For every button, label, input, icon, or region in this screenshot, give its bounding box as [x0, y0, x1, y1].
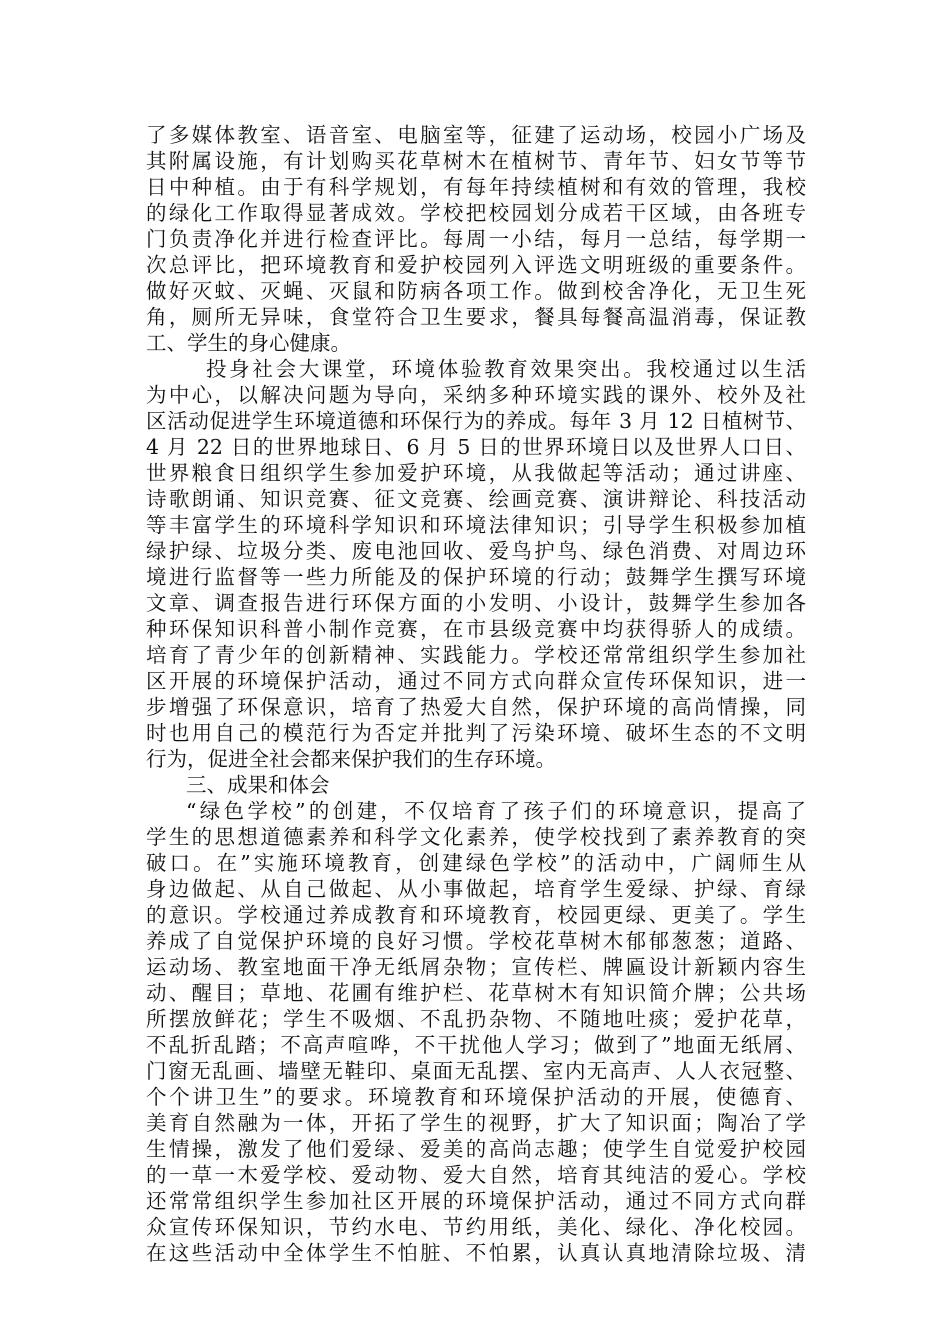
text-line: 破口。在”实施环境教育，创建绿色学校”的活动中，广阔师生从 — [146, 851, 806, 875]
text-line: 做好灭蚊、灭蝇、灭鼠和防病各项工作。做到校舍净化，无卫生死 — [146, 279, 806, 303]
text-line: 培育了青少年的创新精神、实践能力。学校还常常组织学生参加社 — [146, 643, 806, 667]
text-line: 学生的思想道德素养和科学文化素养，使学校找到了素养教育的突 — [146, 825, 806, 849]
text-line: 运动场、教室地面干净无纸屑杂物；宣传栏、牌匾设计新颖内容生 — [146, 955, 806, 979]
text-line: 绿护绿、垃圾分类、废电池回收、爱鸟护鸟、绿色消费、对周边环 — [146, 539, 806, 563]
document-body — [146, 122, 806, 1266]
text-line: 不乱折乱踏；不高声喧哗，不干扰他人学习；做到了”地面无纸屑、 — [146, 1033, 806, 1057]
text-line: 所摆放鲜花；学生不吸烟、不乱扔杂物、不随地吐痰；爱护花草， — [146, 1007, 806, 1031]
text-line: 境进行监督等一些力所能及的保护环境的行动；鼓舞学生撰写环境 — [146, 565, 806, 589]
text-line: 工、学生的身心健康。 — [146, 331, 351, 355]
text-line: 次总评比，把环境教育和爱护校园列入评选文明班级的重要条件。 — [146, 253, 806, 277]
text-line: 日中种植。由于有科学规划，有每年持续植树和有效的管理，我校 — [146, 175, 806, 199]
text-line: 文章、调查报告进行环保方面的小发明、小设计，鼓舞学生参加各 — [146, 591, 806, 615]
text-line: 等丰富学生的环境科学知识和环境法律知识；引导学生积极参加植 — [146, 513, 806, 537]
text-line: 种环保知识科普小制作竞赛，在市县级竞赛中均获得骄人的成绩。 — [146, 617, 806, 641]
text-line: 行为，促进全社会都来保护我们的生存环境。 — [146, 747, 556, 771]
text-line: 诗歌朗诵、知识竞赛、征文竞赛、绘画竞赛、演讲辩论、科技活动 — [146, 487, 806, 511]
text-line: 角，厕所无异味，食堂符合卫生要求，餐具每餐高温消毒，保证教 — [146, 305, 806, 329]
text-line: 其附属设施，有计划购买花草树木在植树节、青年节、妇女节等节 — [146, 149, 806, 173]
text-line: 生情操，激发了他们爱绿、爱美的高尚志趣；使学生自觉爱护校园 — [146, 1137, 806, 1161]
text-line: 投身社会大课堂，环境体验教育效果突出。我校通过以生活 — [206, 357, 806, 381]
text-line: 区开展的环境保护活动，通过不同方式向群众宣传环保知识，进一 — [146, 669, 806, 693]
text-line: 个个讲卫生”的要求。环境教育和环境保护活动的开展，使德育、 — [146, 1085, 806, 1109]
text-line: 众宣传环保知识，节约水电、节约用纸，美化、绿化、净化校园。 — [146, 1215, 806, 1239]
section-heading: 三、成果和体会 — [186, 773, 330, 797]
text-line: 世界粮食日组织学生参加爱护环境，从我做起等活动；通过讲座、 — [146, 461, 806, 485]
text-line: 了多媒体教室、语音室、电脑室等，征建了运动场，校园小广场及 — [146, 123, 806, 147]
text-line: 为中心，以解决问题为导向，采纳多种环境实践的课外、校外及社 — [146, 383, 806, 407]
text-line: 门负责净化并进行检查评比。每周一小结，每月一总结，每学期一 — [146, 227, 806, 251]
text-line: 时也用自己的模范行为否定并批判了污染环境、破坏生态的不文明 — [146, 721, 806, 745]
text-line: 的一草一木爱学校、爱动物、爱大自然，培育其纯洁的爱心。学校 — [146, 1163, 806, 1187]
paragraph-1 — [146, 122, 806, 356]
text-line: 在这些活动中全体学生不怕脏、不怕累，认真认真地清除垃圾、清 — [146, 1241, 806, 1265]
text-line: 4 月 22 日的世界地球日、6 月 5 日的世界环境日以及世界人口日、 — [146, 435, 806, 459]
paragraph-2 — [146, 356, 806, 772]
text-line: “绿色学校”的创建，不仅培育了孩子们的环境意识，提高了 — [186, 799, 806, 823]
text-line: 门窗无乱画、墙壁无鞋印、桌面无乱摆、室内无高声、人人衣冠整、 — [146, 1059, 806, 1083]
text-line: 养成了自觉保护环境的良好习惯。学校花草树木郁郁葱葱；道路、 — [146, 929, 806, 953]
text-line: 美育自然融为一体，开拓了学生的视野，扩大了知识面；陶冶了学 — [146, 1111, 806, 1135]
text-line: 的意识。学校通过养成教育和环境教育，校园更绿、更美了。学生 — [146, 903, 806, 927]
text-line: 还常常组织学生参加社区开展的环境保护活动，通过不同方式向群 — [146, 1189, 806, 1213]
paragraph-3 — [146, 798, 806, 1266]
text-line: 的绿化工作取得显著成效。学校把校园划分成若干区域，由各班专 — [146, 201, 806, 225]
text-line: 区活动促进学生环境道德和环保行为的养成。每年 3 月 12 日植树节、 — [146, 409, 806, 433]
text-line: 身边做起、从自己做起、从小事做起，培育学生爱绿、护绿、育绿 — [146, 877, 806, 901]
text-line: 动、醒目；草地、花圃有维护栏、花草树木有知识简介牌；公共场 — [146, 981, 806, 1005]
text-line: 步增强了环保意识，培育了热爱大自然，保护环境的高尚情操，同 — [146, 695, 806, 719]
